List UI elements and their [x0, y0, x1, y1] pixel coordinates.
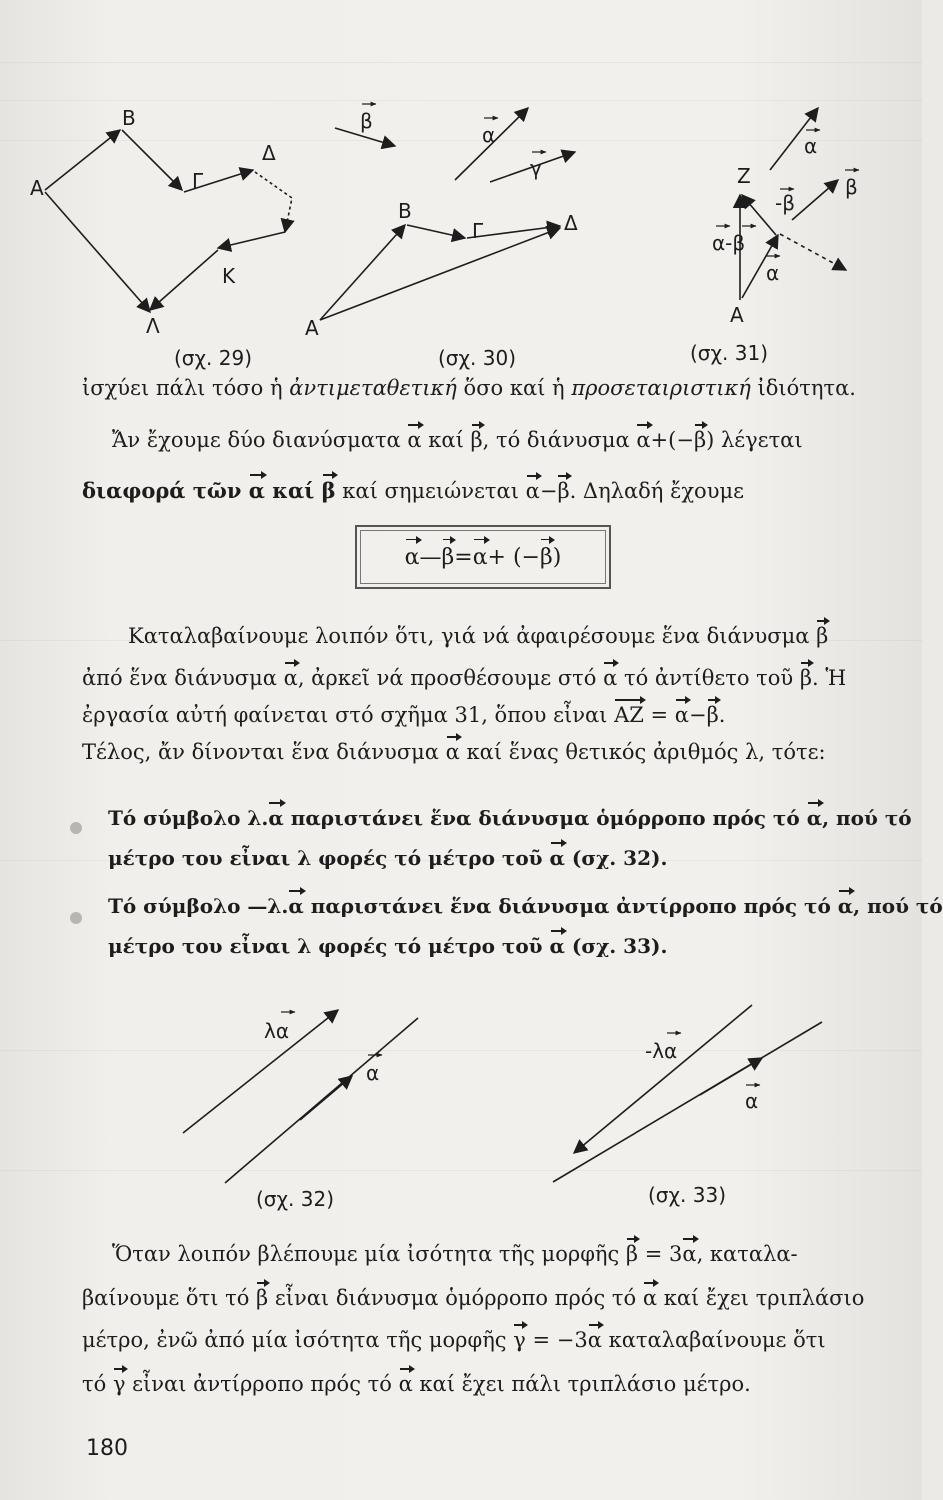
text-span: μέτρο του εἶναι λ φορές τό μέτρο τοῦ: [108, 846, 550, 870]
text-span: καί ἔχει πάλι τριπλάσιο μέτρο.: [412, 1372, 751, 1396]
vector-b: β: [799, 666, 812, 690]
fig33-caption: (σχ. 33): [648, 1183, 726, 1207]
italic-term-associative: προσεταιριστική: [571, 376, 751, 400]
fig33-label-a: α: [745, 1089, 759, 1113]
text-span: −: [688, 703, 707, 727]
vector-b: β: [625, 1242, 639, 1266]
fig32-label-lambda-a: λα: [264, 1019, 290, 1043]
vector-b: β: [256, 1286, 269, 1310]
text-span: +(−: [650, 428, 694, 452]
fig32-caption: (σχ. 32): [256, 1187, 334, 1211]
fig32-arrow-a: [300, 1076, 352, 1120]
text-line-12: [112, 1244, 902, 1265]
vector-a: α: [587, 1328, 602, 1352]
vector-a: α: [268, 806, 284, 830]
vector-a: α: [642, 1286, 658, 1310]
vector-g: γ: [112, 1372, 126, 1396]
text-span: ἰδιότητα.: [750, 376, 856, 400]
bold-text: καί: [264, 478, 322, 503]
vector-a: α: [549, 846, 565, 870]
fig30-label-B: Β: [398, 199, 412, 223]
text-span: . Δηλαδή ἔχουμε: [569, 479, 744, 503]
text-span: , ἀρκεῖ νά προσθέσουμε στό: [297, 666, 604, 690]
vector-a: α: [549, 934, 565, 958]
fig29-label-K: Κ: [222, 264, 236, 288]
text-span: τό: [82, 1372, 113, 1396]
fig30-caption: (σχ. 30): [438, 346, 516, 370]
text-span: ἰσχύει πάλι τόσο ἡ: [82, 376, 290, 400]
vector-a: α: [525, 479, 540, 503]
fig31-label-neg-b: -β: [775, 191, 795, 215]
text-span: =: [454, 544, 473, 570]
fig31-label-a: α: [804, 134, 818, 158]
vector-a: α: [806, 806, 823, 830]
vector-a: α: [636, 428, 651, 452]
fig32-label-a: α: [366, 1061, 380, 1085]
text-span: Τέλος, ἄν δίνονται ἕνα διάνυσμα: [82, 740, 446, 764]
fig29-label-A: Α: [30, 176, 44, 200]
text-span: (σχ. 32).: [564, 846, 668, 870]
fig30-label-b: β: [360, 109, 373, 133]
text-span: Καταλαβαίνουμε λοιπόν ὅτι, γιά νά ἀφαιρέσουμε ἕνα διάνυσμα: [128, 624, 817, 648]
fig29-label-B: Β: [122, 106, 136, 130]
vector-b: β: [321, 478, 336, 503]
fig33-line-a: [553, 1022, 822, 1182]
fig31-label-b: β: [845, 175, 858, 199]
fig33-label-neg-lambda-a: -λα: [645, 1039, 678, 1063]
bold-term-difference: διαφορά τῶν: [82, 478, 249, 503]
fig29-label-D: Δ: [262, 141, 276, 165]
vector-AZ: ΑΖ: [614, 703, 644, 727]
fig31-label-a-minus-b: α-β: [712, 231, 746, 255]
text-span: .: [718, 703, 726, 727]
text-line-14: [82, 1330, 872, 1351]
fig29-caption: (σχ. 29): [174, 346, 252, 370]
text-span: τό ἀντίθετο τοῦ: [617, 666, 800, 690]
text-span: Ὅταν λοιπόν βλέπουμε μία ἰσότητα τῆς μορφῆς: [112, 1242, 626, 1266]
text-span: παριστάνει ἕνα διάνυσμα ἀντίρροπο πρός τό: [303, 894, 838, 918]
vector-a: α: [603, 666, 618, 690]
fig30-label-g: γ: [530, 156, 542, 180]
vector-a: α: [472, 544, 488, 570]
text-span: βαίνουμε ὅτι τό: [82, 1286, 257, 1310]
text-span: Ἄν ἔχουμε δύο διανύσματα: [112, 428, 408, 452]
text-span: εἶναι ἀντίρροπο πρός τό: [125, 1372, 399, 1396]
vector-a: α: [407, 428, 422, 452]
fig29-label-G: Γ: [192, 169, 204, 193]
text-span: , πού τό: [853, 894, 943, 918]
text-span: —: [419, 544, 442, 570]
text-span: ἐργασία αὐτή φαίνεται στό σχῆμα 31, ὅπου εἶναι: [82, 703, 615, 727]
text-span: μέτρο του εἶναι λ φορές τό μέτρο τοῦ: [108, 934, 550, 958]
text-span: Τό σύμβολο —λ.: [108, 894, 289, 918]
vector-a: α: [837, 894, 854, 918]
fig31-caption: (σχ. 31): [690, 341, 768, 365]
vector-a: α: [682, 1242, 697, 1266]
text-span: μέτρο, ἐνῶ ἀπό μία ἰσότητα τῆς μορφῆς: [82, 1328, 514, 1352]
text-span: + (−: [487, 544, 540, 570]
text-span: , καταλα-: [696, 1242, 798, 1266]
vector-a: α: [283, 666, 298, 690]
vector-b: β: [706, 703, 719, 727]
vector-b: β: [441, 544, 455, 570]
vector-g: γ: [513, 1328, 526, 1352]
text-span: καί ἔχει τριπλάσιο: [657, 1286, 865, 1310]
text-span: καί σημειώνεται: [335, 479, 526, 503]
vector-a: α: [398, 1372, 413, 1396]
vector-a: α: [404, 544, 420, 570]
vector-b: β: [693, 428, 707, 452]
text-span: ): [552, 544, 562, 570]
vector-a: α: [248, 478, 265, 503]
text-span: ) λέγεται: [706, 428, 803, 452]
fig32-line-a: [225, 1018, 418, 1183]
text-span: −: [539, 479, 558, 503]
fig31-label-Z: Ζ: [737, 164, 751, 188]
vector-a: α: [288, 894, 304, 918]
vector-a: α: [674, 703, 689, 727]
page-number: 180: [86, 1436, 128, 1461]
vector-b: β: [540, 544, 553, 570]
text-span: , τό διάνυσμα: [482, 428, 637, 452]
fig30-label-G: Γ: [472, 219, 484, 243]
text-span: , πού τό: [822, 806, 912, 830]
fig32-vector-lambda-a: [183, 1010, 338, 1133]
text-span: ἀπό ἕνα διάνυσμα: [82, 666, 284, 690]
text-line-15: [82, 1374, 872, 1395]
fig30-label-A: Α: [305, 316, 319, 340]
fig29-label-L: Λ: [146, 314, 160, 338]
vector-a: α: [445, 740, 460, 764]
text-span: εἶναι διάνυσμα ὁμόρροπο πρός τό: [268, 1286, 643, 1310]
text-span: = −3: [525, 1328, 588, 1352]
text-span: καί: [421, 428, 471, 452]
vector-b: β: [816, 624, 829, 648]
text-line-13: [82, 1288, 872, 1309]
text-span: καταλαβαίνουμε ὅτι: [601, 1328, 826, 1352]
vector-b: β: [557, 479, 570, 503]
text-span: =: [643, 703, 675, 727]
text-span: καί ἕνας θετικός ἀριθμός λ, τότε:: [459, 740, 826, 764]
fig30-label-D: Δ: [564, 211, 578, 235]
fig31-label-a-low: α: [766, 261, 780, 285]
text-span: = 3: [638, 1242, 683, 1266]
text-span: ὅσο καί ἡ: [456, 376, 572, 400]
italic-term-commutative: ἀντιμεταθετική: [289, 376, 457, 400]
text-span: παριστάνει ἕνα διάνυσμα ὁμόρροπο πρός τό: [283, 806, 807, 830]
text-span: Τό σύμβολο λ.: [108, 806, 269, 830]
fig30-label-a: α: [482, 123, 496, 147]
vector-b: β: [470, 428, 483, 452]
text-span: . Ἡ: [812, 666, 847, 690]
text-span: (σχ. 33).: [564, 934, 668, 958]
fig31-label-A: Α: [730, 303, 744, 327]
